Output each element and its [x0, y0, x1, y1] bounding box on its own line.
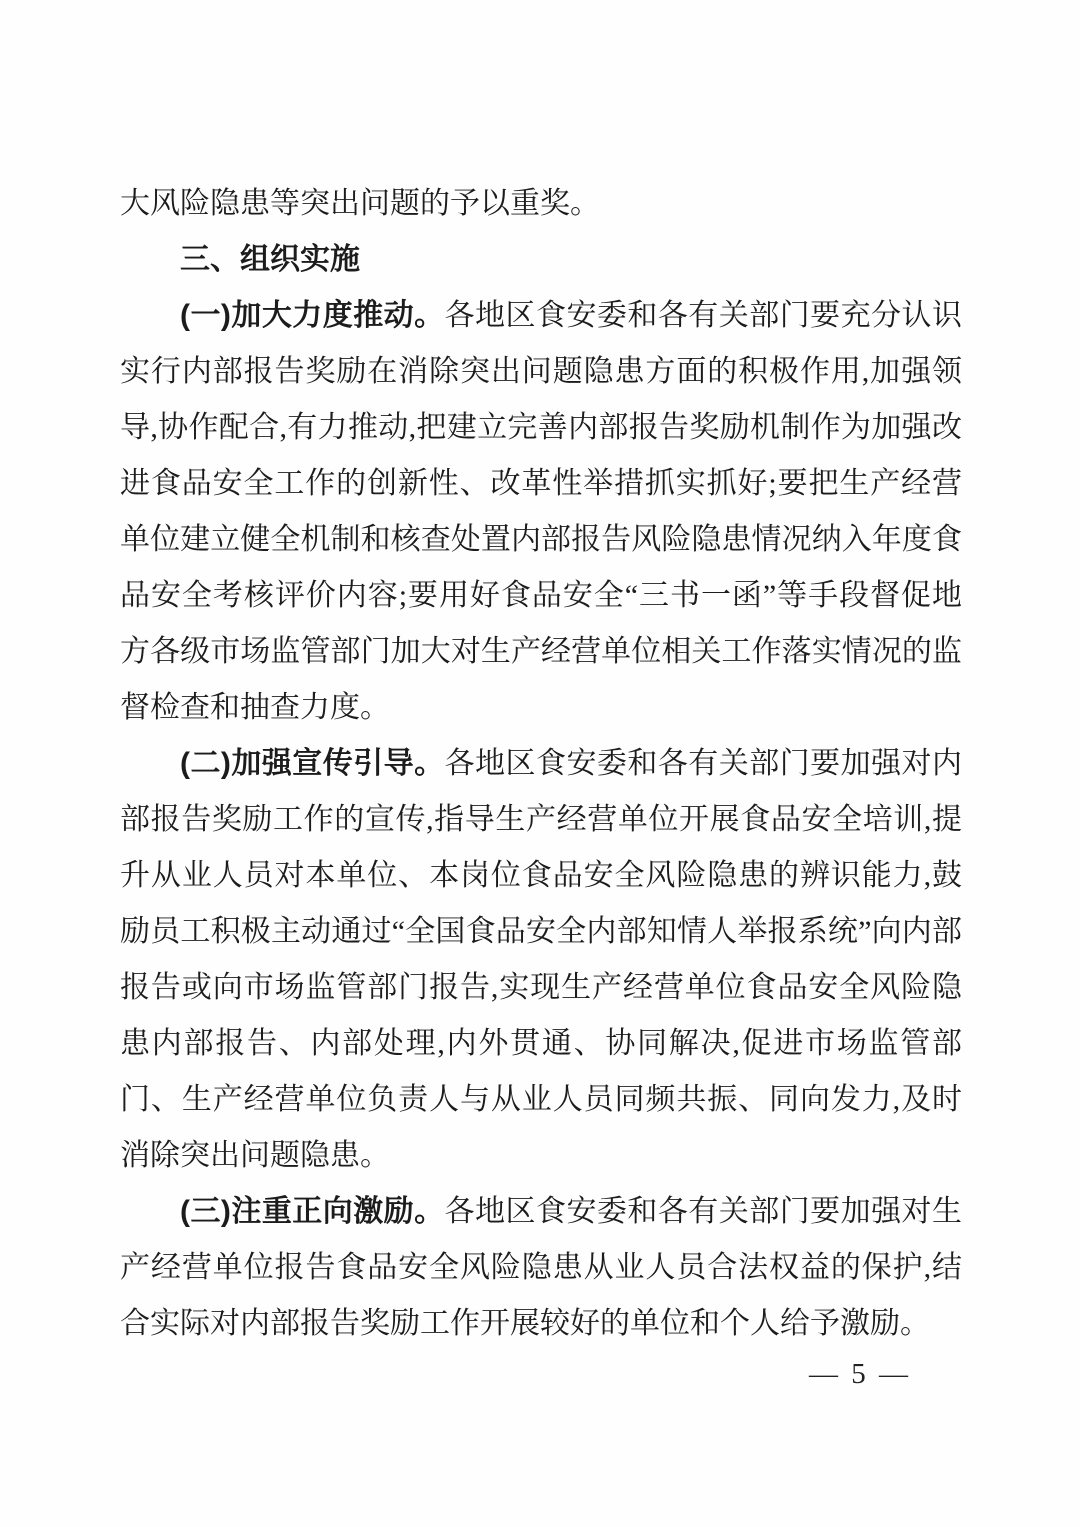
section-heading: 三、组织实施: [180, 243, 360, 276]
paragraph-3: [120, 1184, 962, 1352]
paragraph-2-lead: (二)加强宣传引导。: [180, 747, 445, 780]
paragraph-1: [120, 288, 962, 736]
document-content: [120, 176, 962, 1352]
paragraph-3-lead: (三)注重正向激励。: [180, 1195, 445, 1228]
paragraph-2-body: 各地区食安委和各有关部门要加强对内部报告奖励工作的宣传,指导生产经营单位开展食品安全培训,提升从业人员对本单位、本岗位食品安全风险隐患的辨识能力,鼓励员工积极主动通过“全国食品安全内部知情人举报系统”向内部报告或向市场监管部门报告,实现生产经营单位食品安全风险隐患内部报告、内部处理,内外贯通、协同解决,促进市场监管部门、生产经营单位负责人与从业人员同频共振、同向发力,及时消除突出问题隐患。: [120, 747, 963, 1172]
paragraph-1-body: 各地区食安委和各有关部门要充分认识实行内部报告奖励在消除突出问题隐患方面的积极作用,加强领导,协作配合,有力推动,把建立完善内部报告奖励机制作为加强改进食品安全工作的创新性、改革性举措抓实抓好;要把生产经营单位建立健全机制和核查处置内部报告风险隐患情况纳入年度食品安全考核评价内容;要用好食品安全“三书一函”等手段督促地方各级市场监管部门加大对生产经营单位相关工作落实情况的监督检查和抽查力度。: [120, 299, 963, 724]
continuation-paragraph: 大风险隐患等突出问题的予以重奖。: [120, 187, 600, 220]
paragraph-3-body: 各地区食安委和各有关部门要加强对生产经营单位报告食品安全风险隐患从业人员合法权益的保护,结合实际对内部报告奖励工作开展较好的单位和个人给予激励。: [120, 1195, 963, 1340]
paragraph-1-lead: (一)加大力度推动。: [180, 299, 445, 332]
paragraph-2: [120, 736, 962, 1184]
page-number: — 5 —: [809, 1358, 911, 1390]
